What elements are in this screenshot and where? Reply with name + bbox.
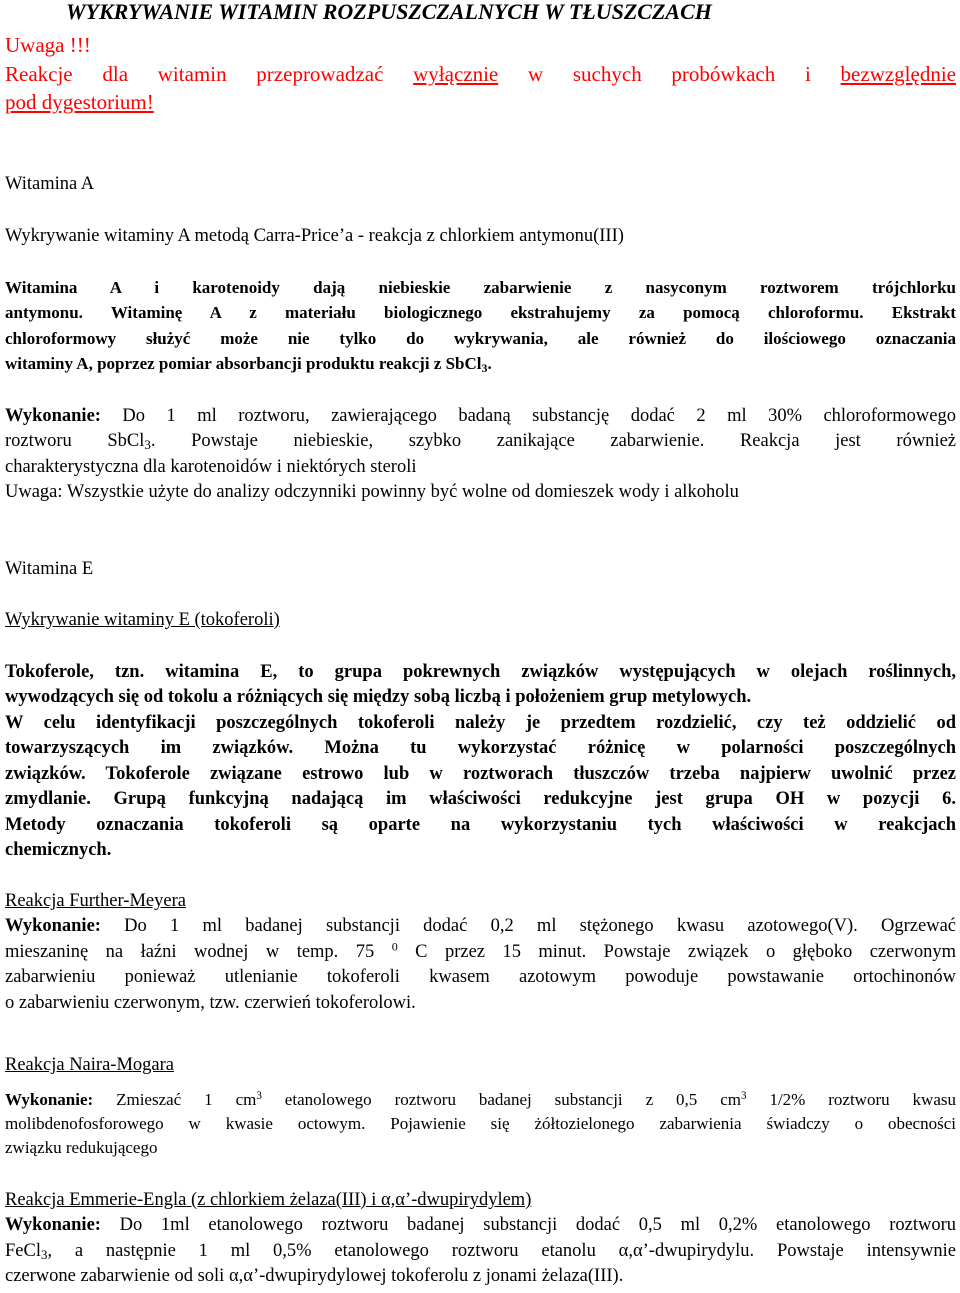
reaction-heading-further-meyer: Reakcja Further-Meyera (5, 891, 186, 911)
text: Do 1 ml badanej substancji dodać 0,2 ml stężonego kwasu azotowego(V). Ogrzewać (100, 916, 956, 936)
text: Zmieszać 1 cm (93, 1090, 257, 1109)
warning-label: Uwaga !!! (5, 33, 91, 57)
procedure-line (5, 940, 956, 964)
paragraph-line: Witamina A i karotenoidy dają niebieskie zabarwienie z nasyconym roztworem trójchlorku (5, 278, 956, 297)
paragraph-line: zmydlanie. Grupą funkcyjną nadającą im właściwości redukcyjne jest grupa OH w pozycji 6. (5, 789, 956, 809)
paragraph-line (5, 352, 956, 376)
text: Do 1 ml roztworu, zawierającego badaną substancję dodać 2 ml 30% chloroformowego (100, 406, 956, 426)
text: mieszaninę na łaźni wodnej w temp. 75 (5, 942, 392, 962)
reaction-heading-emmerie-engla (5, 1188, 956, 1212)
procedure-line (5, 914, 956, 938)
procedure-line: o zabarwieniu czerwonym, tzw. czerwień tokoferolowi. (5, 993, 416, 1013)
text: roztworu SbCl (5, 431, 145, 451)
superscript: 3 (256, 1089, 262, 1102)
subheading-carr-price: Wykrywanie witaminy A metodą Carra-Price’a - reakcja z chlorkiem antymonu(III) (5, 226, 624, 246)
superscript: 3 (740, 1089, 747, 1102)
subscript: 3 (40, 1247, 48, 1263)
procedure-line (5, 404, 956, 428)
section-heading-vitamin-a: Witamina A (5, 174, 95, 194)
procedure-line: związku redukującego (5, 1138, 158, 1157)
warning-text: w suchych probówkach i (498, 62, 841, 86)
warning-emphasis: wyłącznie (413, 62, 499, 86)
text: Do 1ml etanolowego roztworu badanej substancji dodać 0,5 ml 0,2% etanolowego roztworu (100, 1215, 956, 1235)
paragraph-line: wywodzących się od tokolu a różniących się między sobą liczbą i położeniem grup metylowych. (5, 687, 752, 707)
text: . (487, 354, 492, 373)
warning-line-2 (5, 90, 956, 114)
paragraph-line: związków. Tokoferole związane estrowo lub w roztworach tłuszczów trzeba najpierw uwolnić przez (5, 764, 956, 784)
subheading-tokoferole: Wykrywanie witaminy E (tokoferoli) (5, 610, 280, 630)
text: etanolowego roztworu badanej substancji z 0,5 cm (261, 1090, 741, 1109)
procedure-line: charakterystyczna dla karotenoidów i niektórych steroli (5, 457, 417, 477)
procedure-label: Wykonanie: (5, 1090, 94, 1109)
note-line: Uwaga: Wszystkie użyte do analizy odczynniki powinny być wolne od domieszek wody i alkoholu (5, 482, 739, 502)
procedure-line: zabarwieniu ponieważ utlenianie tokoferoli kwasem azotowym powoduje powstawanie ortochinonów (5, 967, 956, 987)
text: C przez 15 minut. Powstaje związek o głęboko czerwonym (397, 942, 956, 962)
heading-text: (z chlorkiem żelaza(III) i α,α’-dwupirydylem) (186, 1190, 532, 1210)
heading-text: Reakcja Emmerie-Engla (5, 1190, 187, 1210)
text: FeCl (5, 1241, 41, 1261)
procedure-line (5, 1239, 956, 1263)
paragraph-line: Tokoferole, tzn. witamina E, to grupa pokrewnych związków występujących w olejach roślinnych, (5, 662, 956, 682)
procedure-line: czerwone zabarwienie od soli α,α’-dwupirydylowej tokoferolu z jonami żelaza(III). (5, 1266, 624, 1286)
procedure-label: Wykonanie: (5, 1215, 101, 1235)
page-title: WYKRYWANIE WITAMIN ROZPUSZCZALNYCH W TŁUSZCZACH (66, 0, 712, 24)
procedure-line: molibdenofosforowego w kwasie octowym. Pojawienie się żółtozielonego zabarwienia świadczy o obecności (5, 1114, 956, 1133)
procedure-line (5, 429, 956, 453)
paragraph-line: chloroformowy służyć może nie tylko do wykrywania, ale również do ilościowego oznaczania (5, 329, 956, 348)
reaction-heading-naira-mogara: Reakcja Naira-Mogara (5, 1055, 174, 1075)
warning-line (5, 62, 956, 86)
warning-text: Reakcje dla witamin przeprowadzać (5, 62, 414, 86)
subscript: 3 (144, 437, 151, 453)
warning-emphasis: pod dygestorium! (5, 90, 154, 114)
paragraph-line: towarzyszących im związków. Można tu wykorzystać różnicę w polarności poszczególnych (5, 738, 956, 758)
text: , a następnie 1 ml 0,5% etanolowego roztworu etanolu α,α’-dwupirydylu. Powstaje intensywnie (47, 1241, 956, 1261)
subscript: 3 (481, 360, 488, 375)
paragraph-line: Metody oznaczania tokoferoli są oparte na wykorzystaniu tych właściwości w reakcjach (5, 815, 956, 835)
section-heading-vitamin-e: Witamina E (5, 559, 94, 579)
paragraph-line: W celu identyfikacji poszczególnych tokoferoli należy je przedtem rozdzielić, czy też oddzielić od (5, 713, 956, 733)
text: witaminy A, poprzez pomiar absorbancji produktu reakcji z SbCl (5, 354, 482, 373)
superscript: 0 (391, 939, 398, 954)
warning-emphasis: bezwzględnie (840, 62, 956, 86)
text: . Powstaje niebieskie, szybko zanikające zabarwienie. Reakcja jest również (150, 431, 956, 451)
procedure-label: Wykonanie: (5, 916, 101, 936)
paragraph-line: antymonu. Witaminę A z materiału biologicznego ekstrahujemy za pomocą chloroformu. Ekstrakt (5, 303, 956, 322)
text: 1/2% roztworu kwasu (746, 1090, 956, 1109)
procedure-line (5, 1213, 956, 1237)
procedure-line (5, 1088, 956, 1112)
procedure-label: Wykonanie: (5, 406, 101, 426)
paragraph-line: chemicznych. (5, 840, 112, 860)
